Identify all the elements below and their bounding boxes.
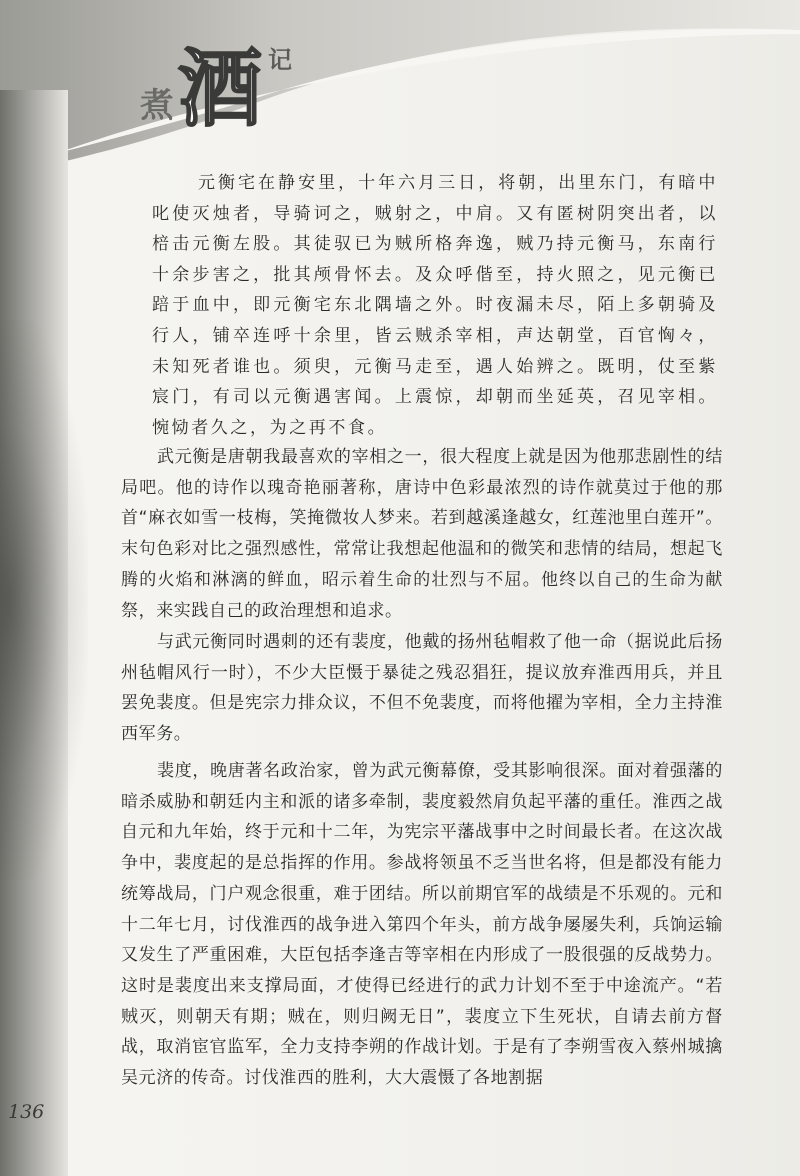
page-number: 136 [8, 1101, 45, 1123]
title-char-ji: 记 [268, 45, 292, 74]
historical-quote-block: 元衡宅在静安里，十年六月三日，将朝，出里东门，有暗中叱使灭烛者，导骑诃之，贼射之，中肩。又有匿树阴突出者，以棓击元衡左股。其徒驭已为贼所格奔逸，贼乃持元衡马，东南行十余步害之，批其颅骨怀去。及众呼偕至，持火照之，见元衡已踣于血中，即元衡宅东北隅墙之外。时夜漏未尽，陌上多朝骑及行人，铺卒连呼十余里，皆云贼杀宰相，声达朝堂，百官恟々，未知死者谁也。须臾，元衡马走至，遇人始辨之。既明，仗至紫宸门，有司以元衡遇害闻。上震惊，却朝而坐延英，召见宰相。惋恸者久之，为之再不食。 [152, 173, 718, 438]
paragraph-wu-yuanheng: 武元衡是唐朝我最喜欢的宰相之一，很大程度上就是因为他那悲剧性的结局吧。他的诗作以瑰奇艳丽著称，唐诗中色彩最浓烈的诗作就莫过于他的那首“麻衣如雪一枝梅，笑掩微妆人梦来。若到越溪逢越女，红莲池里白莲开”。末句色彩对比之强烈感性，常常让我想起他温和的微笑和悲情的结局，想起飞腾的火焰和淋漓的鲜血，昭示着生命的壮烈与不屈。他终以自己的生命为献祭，来实践自己的政治理想和追求。 [121, 447, 723, 621]
header-swoosh [0, 0, 800, 175]
title-char-jiu: 酒 [178, 39, 263, 138]
title-char-zhu: 煮 [140, 86, 174, 126]
column-title [140, 20, 340, 138]
paragraph-pei-du-hat: 与武元衡同时遇刺的还有裴度，他戴的扬州毡帽救了他一命（据说此后扬州毡帽风行一时），不少大臣慑于暴徒之残忍猖狂，提议放弃淮西用兵，并且罢免裴度。但是宪宗力排众议，不但不免裴度，而将他擢为宰相，全力主持淮西军务。 [121, 632, 723, 745]
left-decorative-shadow [0, 320, 88, 880]
paragraph-huaixi-war: 裴度，晚唐著名政治家，曾为武元衡幕僚，受其影响很深。面对着强藩的暗杀威胁和朝廷内主和派的诸多牵制，裴度毅然肩负起平藩的重任。淮西之战自元和九年始，终于元和十二年，为宪宗平藩战事中之时间最长者。在这次战争中，裴度起的是总指挥的作用。参战将领虽不乏当世名将，但是都没有能力统筹战局，门户观念很重，难于团结。所以前期官军的战绩是不乐观的。元和十二年七月，讨伐淮西的战争进入第四个年头，前方战争屡屡失利，兵饷运输又发生了严重困难，大臣包括李逢吉等宰相在内形成了一股很强的反战势力。这时是裴度出来支撑局面，才使得已经进行的武力计划不至于中途流产。“若贼灭，则朝天有期；贼在，则归阙无日”，裴度立下生死状，自请去前方督战，取消宦官监军，全力支持李朔的作战计划。于是有了李朔雪夜入蔡州城擒吴元济的传奇。讨伐淮西的胜利，大大震慑了各地割据 [121, 761, 723, 1089]
